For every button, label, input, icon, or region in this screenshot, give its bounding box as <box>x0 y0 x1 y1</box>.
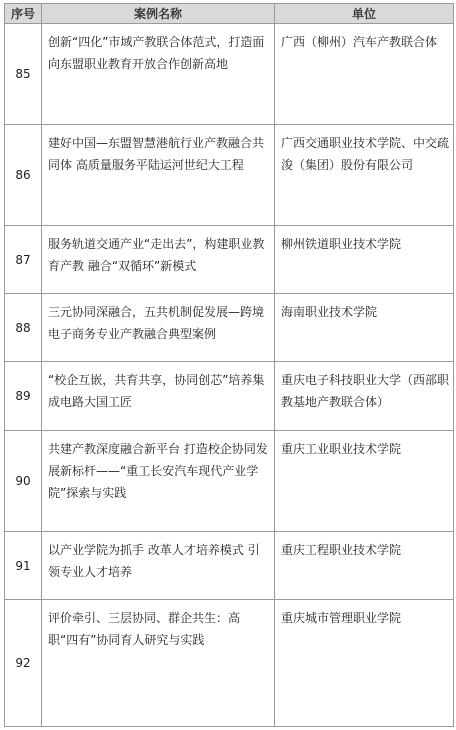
table-row <box>5 600 454 727</box>
row-number: 90 <box>5 431 42 532</box>
case-name-cell <box>42 532 275 600</box>
case-name-cell <box>42 431 275 532</box>
unit-name: 海南职业技术学院 <box>281 305 378 319</box>
unit-name: 广西交通职业技术学院、中交疏浚（集团）股份有限公司 <box>281 136 450 172</box>
table-header-row <box>5 4 454 24</box>
table-row <box>5 125 454 226</box>
case-name-cell <box>42 24 275 125</box>
case-name: 创新“四化”市域产教联合体范式，打造面向东盟职业教育开放合作创新高地 <box>48 35 265 71</box>
unit-cell <box>275 226 454 294</box>
row-number: 91 <box>5 532 42 600</box>
unit-name: 重庆城市管理职业学院 <box>281 611 402 625</box>
case-name: 以产业学院为抓手 改革人才培养模式 引领专业人才培养 <box>48 543 260 579</box>
table-row <box>5 362 454 431</box>
table-row <box>5 431 454 532</box>
unit-cell <box>275 294 454 362</box>
unit-cell <box>275 431 454 532</box>
table-row <box>5 226 454 294</box>
case-name-cell <box>42 226 275 294</box>
row-number: 87 <box>5 226 42 294</box>
header-unit: 单位 <box>275 4 454 24</box>
row-number: 89 <box>5 362 42 431</box>
header-case-name: 案例名称 <box>42 4 275 24</box>
unit-cell <box>275 362 454 431</box>
table-row <box>5 294 454 362</box>
case-name-cell <box>42 600 275 727</box>
row-number: 88 <box>5 294 42 362</box>
unit-cell <box>275 24 454 125</box>
case-name-cell <box>42 125 275 226</box>
case-table <box>4 3 454 727</box>
case-name: 三元协同深融合，五共机制促发展—跨境电子商务专业产教融合典型案例 <box>48 305 265 341</box>
case-name-cell <box>42 294 275 362</box>
unit-name: 广西（柳州）汽车产教联合体 <box>281 35 438 49</box>
case-name: 评价牵引、三层协同、群企共生：高职“四有”协同育人研究与实践 <box>48 611 241 647</box>
unit-cell <box>275 532 454 600</box>
table-row <box>5 532 454 600</box>
row-number: 92 <box>5 600 42 727</box>
case-name: “校企互嵌，共育共享，协同创芯”培养集成电路大国工匠 <box>48 373 265 409</box>
row-number: 85 <box>5 24 42 125</box>
unit-name: 重庆电子科技职业大学（西部职教基地产教联合体） <box>281 373 450 409</box>
unit-name: 重庆工业职业技术学院 <box>281 442 402 456</box>
case-name: 服务轨道交通产业“走出去”，构建职业教育产教 融合“双循环”新模式 <box>48 237 265 273</box>
unit-name: 重庆工程职业技术学院 <box>281 543 402 557</box>
unit-name: 柳州铁道职业技术学院 <box>281 237 402 251</box>
case-name-cell <box>42 362 275 431</box>
unit-cell <box>275 125 454 226</box>
header-serial-number: 序号 <box>5 4 42 24</box>
case-name: 建好中国—东盟智慧港航行业产教融合共同体 高质量服务平陆运河世纪大工程 <box>48 136 265 172</box>
case-name: 共建产教深度融合新平台 打造校企协同发展新标杆——“重工长安汽车现代产业学院”探索与实践 <box>48 442 268 500</box>
unit-cell <box>275 600 454 727</box>
table-row <box>5 24 454 125</box>
row-number: 86 <box>5 125 42 226</box>
